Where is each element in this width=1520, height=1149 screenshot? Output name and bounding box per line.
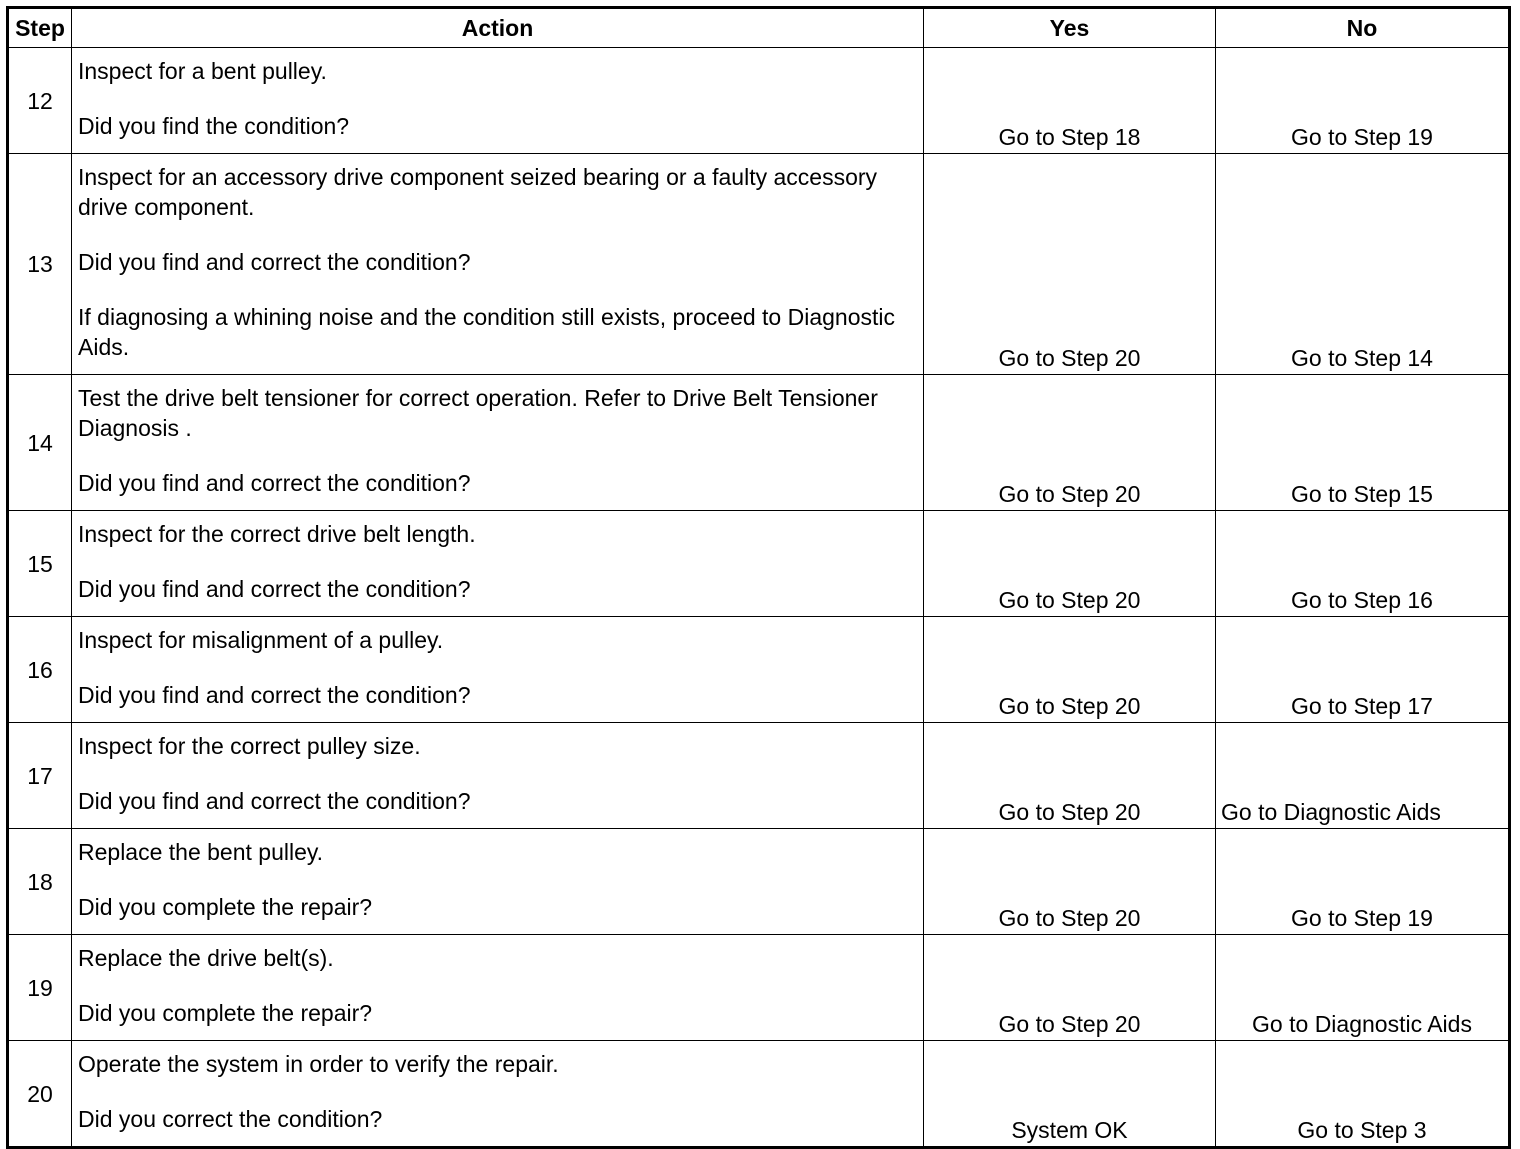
action-instruction: Inspect for an accessory drive component seized bearing or a faulty accessory drive component. <box>78 164 878 220</box>
step-number: 20 <box>8 1041 72 1148</box>
action-cell <box>72 723 924 829</box>
no-result: Go to Step 3 <box>1216 1041 1510 1148</box>
table-row <box>8 935 1510 1041</box>
action-instruction: Inspect for the correct pulley size. <box>78 733 421 759</box>
header-no: No <box>1216 8 1510 48</box>
yes-result: Go to Step 18 <box>924 48 1216 154</box>
no-result: Go to Step 19 <box>1216 829 1510 935</box>
step-number: 17 <box>8 723 72 829</box>
table-row <box>8 375 1510 511</box>
step-number: 12 <box>8 48 72 154</box>
action-cell <box>72 154 924 375</box>
table-row <box>8 511 1510 617</box>
step-number: 13 <box>8 154 72 375</box>
action-question: Did you find and correct the condition? <box>78 788 471 814</box>
no-result: Go to Diagnostic Aids <box>1216 935 1510 1041</box>
step-number: 14 <box>8 375 72 511</box>
header-yes: Yes <box>924 8 1216 48</box>
yes-result: System OK <box>924 1041 1216 1148</box>
action-question: Did you complete the repair? <box>78 1000 373 1026</box>
action-instruction: Replace the drive belt(s). <box>78 945 334 971</box>
action-cell <box>72 829 924 935</box>
action-question: Did you find and correct the condition? <box>78 470 471 496</box>
yes-result: Go to Step 20 <box>924 723 1216 829</box>
action-instruction: Operate the system in order to verify the repair. <box>78 1051 559 1077</box>
no-result: Go to Step 14 <box>1216 154 1510 375</box>
yes-result: Go to Step 20 <box>924 511 1216 617</box>
action-instruction: Test the drive belt tensioner for correct operation. Refer to Drive Belt Tensioner Diagnosis . <box>78 385 878 441</box>
table-row <box>8 154 1510 375</box>
action-question: Did you find and correct the condition? <box>78 249 471 275</box>
action-question: Did you find the condition? <box>78 113 350 139</box>
diagnostic-table <box>6 6 1511 1149</box>
table-row <box>8 1041 1510 1148</box>
step-number: 19 <box>8 935 72 1041</box>
step-number: 18 <box>8 829 72 935</box>
no-result: Go to Step 17 <box>1216 617 1510 723</box>
table-row <box>8 829 1510 935</box>
yes-result: Go to Step 20 <box>924 935 1216 1041</box>
header-row <box>8 8 1510 48</box>
action-cell <box>72 48 924 154</box>
action-instruction: Inspect for the correct drive belt length. <box>78 521 476 547</box>
action-cell <box>72 617 924 723</box>
action-cell <box>72 511 924 617</box>
step-number: 16 <box>8 617 72 723</box>
action-instruction: Inspect for misalignment of a pulley. <box>78 627 444 653</box>
action-note: If diagnosing a whining noise and the condition still exists, proceed to Diagnostic Aids. <box>78 304 895 360</box>
no-result: Go to Step 16 <box>1216 511 1510 617</box>
yes-result: Go to Step 20 <box>924 375 1216 511</box>
action-instruction: Inspect for a bent pulley. <box>78 58 327 84</box>
action-question: Did you complete the repair? <box>78 894 373 920</box>
no-result: Go to Step 15 <box>1216 375 1510 511</box>
table-row <box>8 617 1510 723</box>
no-result: Go to Step 19 <box>1216 48 1510 154</box>
action-instruction: Replace the bent pulley. <box>78 839 324 865</box>
yes-result: Go to Step 20 <box>924 617 1216 723</box>
step-number: 15 <box>8 511 72 617</box>
action-question: Did you find and correct the condition? <box>78 576 471 602</box>
table-row <box>8 723 1510 829</box>
header-action: Action <box>72 8 924 48</box>
action-cell <box>72 1041 924 1148</box>
action-question: Did you correct the condition? <box>78 1106 383 1132</box>
action-question: Did you find and correct the condition? <box>78 682 471 708</box>
action-cell <box>72 375 924 511</box>
action-cell <box>72 935 924 1041</box>
header-step: Step <box>8 8 72 48</box>
yes-result: Go to Step 20 <box>924 829 1216 935</box>
yes-result: Go to Step 20 <box>924 154 1216 375</box>
table-row <box>8 48 1510 154</box>
no-result: Go to Diagnostic Aids <box>1216 723 1510 829</box>
